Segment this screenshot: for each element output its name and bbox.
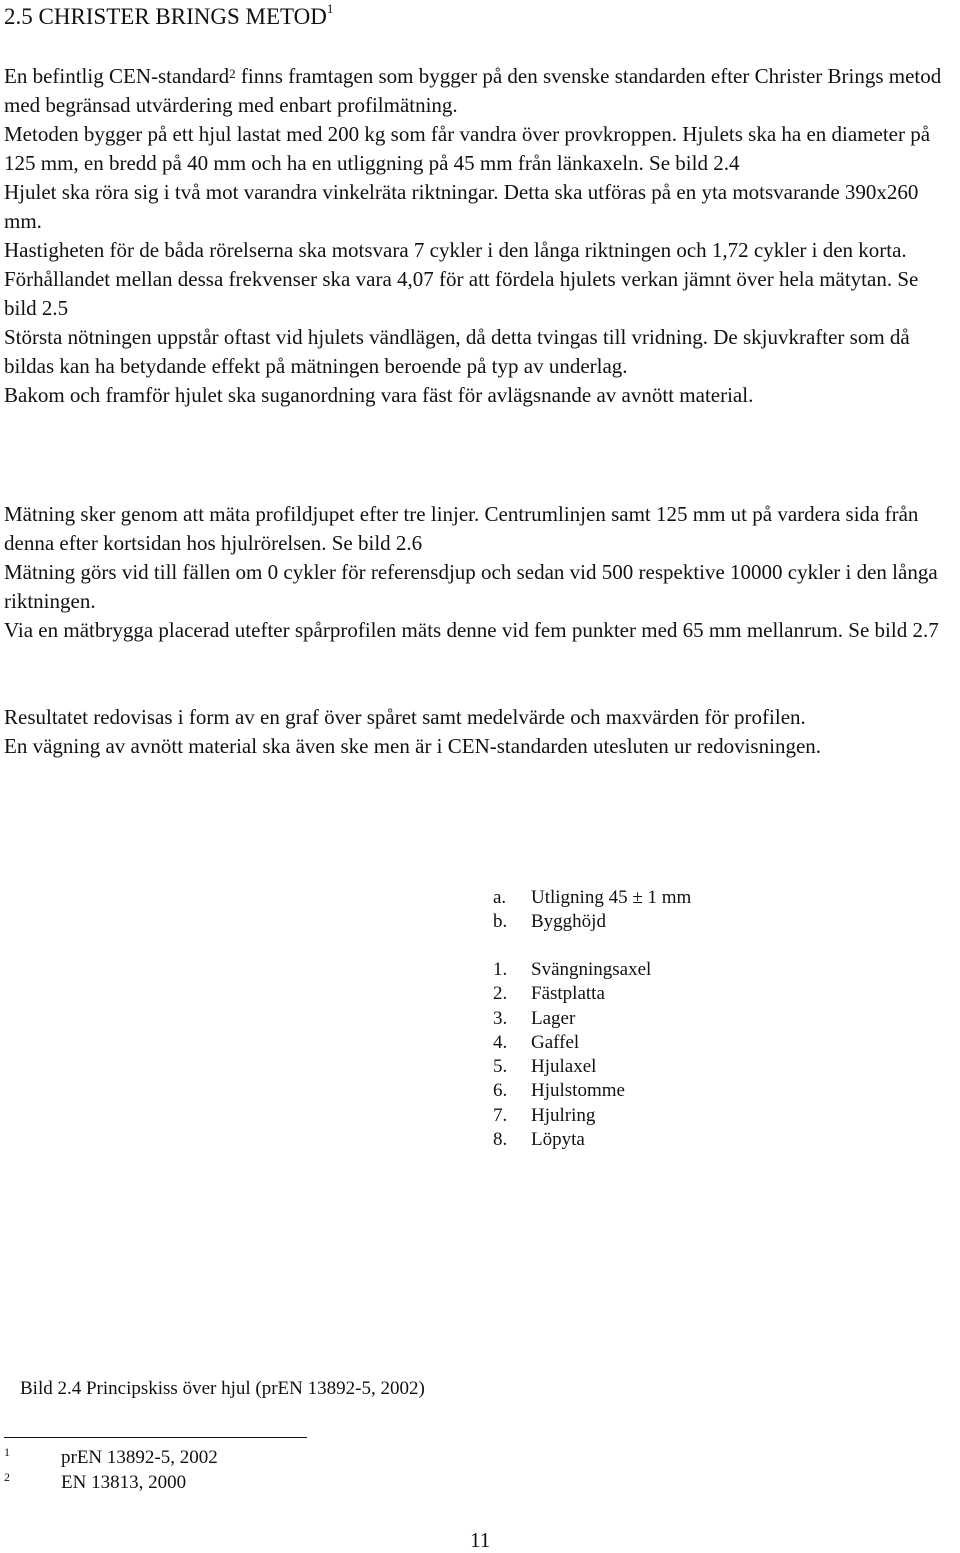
footnote-text: prEN 13892-5, 2002 xyxy=(61,1447,218,1468)
legend-item-1 xyxy=(493,958,651,982)
intro-text-after: finns framtagen som bygger på den svenske standarden efter Christer Brings metod med begränsad utvärdering med enbart profilmätning. xyxy=(4,64,942,117)
legend-key: 7. xyxy=(493,1104,508,1126)
legend-key: 8. xyxy=(493,1129,508,1151)
legend-label: Gaffel xyxy=(531,1031,580,1053)
paragraph-measurement-cycles: Mätning görs vid till fällen om 0 cykler för referensdjup och sedan vid 500 respektive 10000 cykler i den långa riktningen. xyxy=(4,560,938,613)
paragraph-wear: Största nötningen uppstår oftast vid hjulets vändlägen, då detta tvingas till vridning. De skjuvkrafter som då bildas kan ha betydande effekt på mätningen beroende på typ av underlag. xyxy=(4,325,910,378)
legend-label: Svängningsaxel xyxy=(531,959,652,980)
legend-item-4 xyxy=(493,1031,651,1055)
legend-label: Hjulstomme xyxy=(531,1080,625,1102)
legend-item-a xyxy=(493,886,691,910)
intro-text-before: En befintlig CEN-standard xyxy=(4,64,230,88)
figure-legend-numbers xyxy=(493,958,651,1152)
legend-key: 3. xyxy=(493,1007,508,1029)
paragraph-suction: Bakom och framför hjulet ska suganordning vara fäst för avlägsnande av avnött material. xyxy=(4,383,754,407)
heading-text: 2.5 CHRISTER BRINGS METOD xyxy=(4,4,327,29)
footnote-text: EN 13813, 2000 xyxy=(61,1472,187,1493)
paragraph-directions: Hjulet ska röra sig i två mot varandra vinkelräta riktningar. Detta ska utföras på en yta motsvarande 390x260 mm. xyxy=(4,180,919,233)
paragraph-measurement-bridge: Via en mätbrygga placerad utefter spårprofilen mäts denne vid fem punkter med 65 mm mellanrum. Se bild 2.7 xyxy=(4,618,939,642)
paragraph-wheel-spec: Metoden bygger på ett hjul lastat med 200 kg som får vandra över provkroppen. Hjulets ska ha en diameter på 125 mm, en bredd på 40 mm och ha en utliggning på 45 mm från länkaxeln. Se bild 2.4 xyxy=(4,122,931,175)
section-heading xyxy=(4,1,334,30)
legend-key: 5. xyxy=(493,1056,508,1078)
legend-key: 4. xyxy=(493,1031,508,1053)
footnote-number: 2 xyxy=(4,1470,10,1484)
figure-legend-letters xyxy=(493,886,691,935)
legend-item-6 xyxy=(493,1079,651,1103)
legend-key: 1. xyxy=(493,959,508,980)
legend-item-8 xyxy=(493,1128,651,1152)
legend-label: Hjulaxel xyxy=(531,1056,597,1078)
legend-label: Utligning 45 ± 1 mm xyxy=(531,887,692,908)
section-3-body xyxy=(4,703,949,761)
legend-label: Bygghöjd xyxy=(531,911,606,933)
legend-item-2 xyxy=(493,982,651,1006)
legend-label: Hjulring xyxy=(531,1104,596,1126)
legend-key: a. xyxy=(493,887,507,908)
legend-item-5 xyxy=(493,1055,651,1079)
legend-label: Fästplatta xyxy=(531,983,605,1005)
legend-key: 6. xyxy=(493,1080,508,1102)
paragraph-measurement-lines: Mätning sker genom att mäta profildjupet efter tre linjer. Centrumlinjen samt 125 mm ut på vardera sida från denna efter kortsidan hos hjulrörelsen. Se bild 2.6 xyxy=(4,502,919,555)
legend-label: Lager xyxy=(531,1007,576,1029)
section-1-body xyxy=(4,62,949,410)
footnote-1 xyxy=(4,1447,218,1469)
intro-footnote-ref: 2 xyxy=(229,66,236,81)
legend-item-7 xyxy=(493,1104,651,1128)
legend-key: 2. xyxy=(493,983,508,1005)
section-2-body xyxy=(4,500,949,645)
legend-label: Löpyta xyxy=(531,1129,585,1151)
page-number: 11 xyxy=(470,1528,491,1552)
heading-footnote-ref: 1 xyxy=(326,1,334,16)
paragraph-results: Resultatet redovisas i form av en graf över spåret samt medelvärde och maxvärden för profilen. xyxy=(4,705,806,729)
intro-paragraph xyxy=(4,62,949,120)
footnote-2 xyxy=(4,1472,186,1494)
legend-item-b xyxy=(493,910,691,934)
footnote-number: 1 xyxy=(4,1445,10,1459)
legend-item-3 xyxy=(493,1007,651,1031)
footnote-divider xyxy=(4,1437,307,1438)
paragraph-speed: Hastigheten för de båda rörelserna ska motsvara 7 cykler i den långa riktningen och 1,72 cykler i den korta. Förhållandet mellan dessa frekvenser ska vara 4,07 för att fördela hjulets verkan jämnt över hela mätytan. Se bild 2.5 xyxy=(4,238,919,320)
paragraph-weighing: En vägning av avnött material ska även ske men är i CEN-standarden utesluten ur redovisningen. xyxy=(4,734,822,758)
figure-caption: Bild 2.4 Principskiss över hjul (prEN 13892-5, 2002) xyxy=(20,1378,425,1399)
legend-key: b. xyxy=(493,911,508,933)
